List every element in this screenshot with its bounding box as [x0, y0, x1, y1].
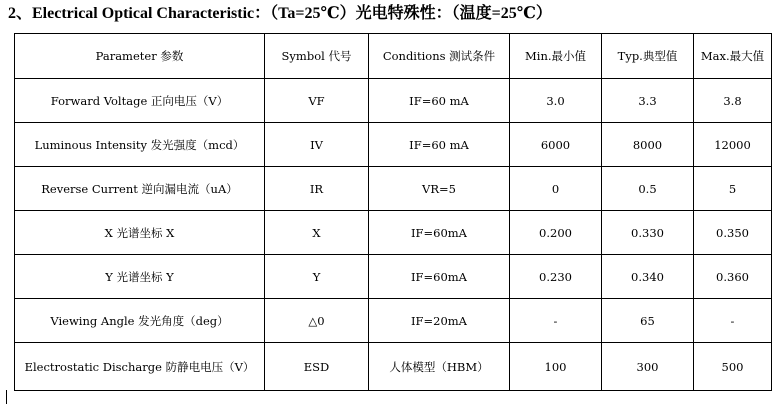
- header-typ: Typ.典型值: [602, 34, 694, 79]
- cell-parameter: Y 光谱坐标 Y: [15, 255, 265, 299]
- cell-parameter: Reverse Current 逆向漏电流（uA）: [15, 167, 265, 211]
- cell-typ: 0.330: [602, 211, 694, 255]
- cell-parameter: Electrostatic Discharge 防静电电压（V）: [15, 343, 265, 391]
- cell-max: 500: [694, 343, 772, 391]
- cell-symbol: Y: [265, 255, 369, 299]
- cell-min: 0.230: [510, 255, 602, 299]
- cell-symbol: X: [265, 211, 369, 255]
- cell-min: 100: [510, 343, 602, 391]
- cell-symbol: VF: [265, 79, 369, 123]
- table-row: [15, 79, 772, 123]
- cell-typ: 3.3: [602, 79, 694, 123]
- cell-conditions: VR=5: [369, 167, 510, 211]
- electrical-optical-table: [14, 33, 772, 391]
- cell-parameter: Luminous Intensity 发光强度（mcd）: [15, 123, 265, 167]
- cell-typ: 8000: [602, 123, 694, 167]
- cell-max: 0.350: [694, 211, 772, 255]
- header-parameter: Parameter 参数: [15, 34, 265, 79]
- cell-max: 5: [694, 167, 772, 211]
- cell-typ: 300: [602, 343, 694, 391]
- cell-parameter: Forward Voltage 正向电压（V）: [15, 79, 265, 123]
- header-min: Min.最小值: [510, 34, 602, 79]
- cell-symbol: IR: [265, 167, 369, 211]
- cell-min: 0: [510, 167, 602, 211]
- cell-min: 3.0: [510, 79, 602, 123]
- cell-min: -: [510, 299, 602, 343]
- cell-conditions: IF=60mA: [369, 211, 510, 255]
- table-row: [15, 123, 772, 167]
- header-max: Max.最大值: [694, 34, 772, 79]
- cell-min: 6000: [510, 123, 602, 167]
- header-symbol: Symbol 代号: [265, 34, 369, 79]
- table-row: [15, 343, 772, 391]
- section-heading: 2、Electrical Optical Characteristic：（Ta=25℃）光电特殊性：（温度=25℃）: [8, 5, 552, 22]
- cell-conditions: IF=60mA: [369, 255, 510, 299]
- cell-max: 3.8: [694, 79, 772, 123]
- cell-min: 0.200: [510, 211, 602, 255]
- cell-typ: 0.5: [602, 167, 694, 211]
- cell-symbol: ESD: [265, 343, 369, 391]
- cell-max: 12000: [694, 123, 772, 167]
- table-row: [15, 167, 772, 211]
- table-row: [15, 299, 772, 343]
- cell-symbol: △0: [265, 299, 369, 343]
- cell-parameter: Viewing Angle 发光角度（deg）: [15, 299, 265, 343]
- cell-typ: 65: [602, 299, 694, 343]
- text-cursor: [6, 390, 7, 404]
- table-row: [15, 211, 772, 255]
- cell-parameter: X 光谱坐标 X: [15, 211, 265, 255]
- cell-conditions: 人体模型（HBM）: [369, 343, 510, 391]
- table-row: [15, 255, 772, 299]
- cell-typ: 0.340: [602, 255, 694, 299]
- cell-max: -: [694, 299, 772, 343]
- cell-conditions: IF=20mA: [369, 299, 510, 343]
- cell-max: 0.360: [694, 255, 772, 299]
- table-header-row: [15, 34, 772, 79]
- header-conditions: Conditions 测试条件: [369, 34, 510, 79]
- cell-conditions: IF=60 mA: [369, 123, 510, 167]
- cell-symbol: IV: [265, 123, 369, 167]
- cell-conditions: IF=60 mA: [369, 79, 510, 123]
